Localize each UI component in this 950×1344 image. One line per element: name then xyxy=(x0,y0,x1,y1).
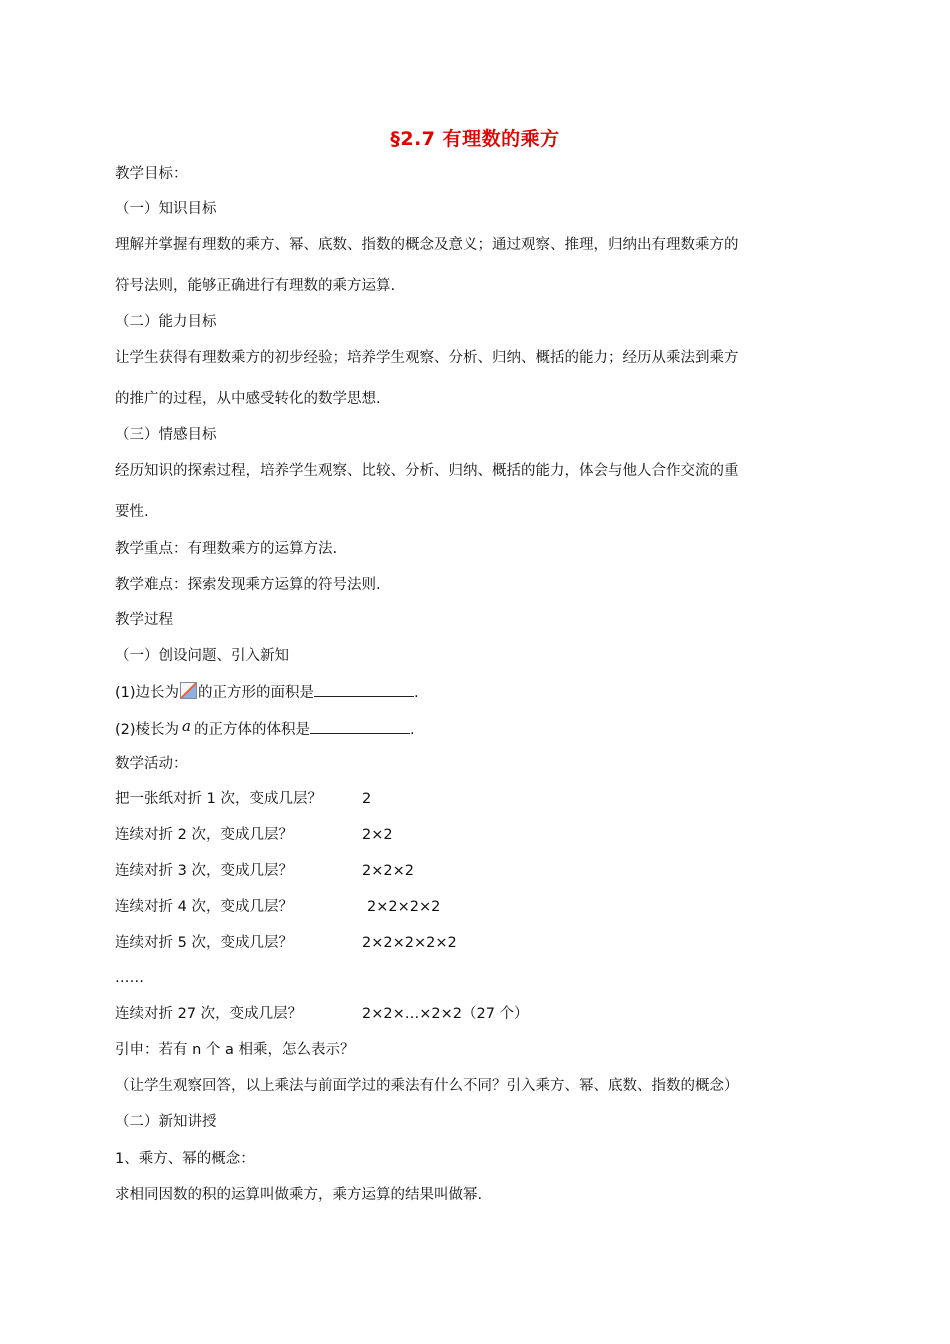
difficulty: 教学难点：探索发现乘方运算的符号法则. xyxy=(115,577,381,593)
answer-blank xyxy=(314,682,414,697)
concept-definition: 求相同因数的积的运算叫做乘方，乘方运算的结果叫做幂. xyxy=(115,1187,483,1203)
question-1-suffix: 的正方形的面积是 xyxy=(198,685,315,701)
page-title: §2.7 有理数的乘方 xyxy=(390,128,560,150)
key-point: 教学重点：有理数乘方的运算方法. xyxy=(115,541,338,557)
question-1 xyxy=(115,682,419,702)
emotion-heading: （三）情感目标 xyxy=(115,427,217,443)
intro-heading: （一）创设问题、引入新知 xyxy=(115,648,289,664)
fold-answer: 2×2×2 xyxy=(362,863,414,879)
activity-heading: 数学活动： xyxy=(115,756,188,772)
answer-blank xyxy=(310,719,410,734)
question-2-suffix: 的正方体的体积是 xyxy=(194,722,310,738)
emotion-text-1: 经历知识的探索过程，培养学生观察、比较、分析、归纳、概括的能力，体会与他人合作交流的重 xyxy=(115,463,739,479)
goals-heading: 教学目标： xyxy=(115,166,188,182)
knowledge-text-1: 理解并掌握有理数的乘方、幂、底数、指数的概念及意义；通过观察、推理，归纳出有理数乘方的 xyxy=(115,237,739,253)
fold-question-27: 连续对折 27 次，变成几层？ xyxy=(115,1006,303,1022)
fold-question: 连续对折 2 次，变成几层？ xyxy=(115,827,293,843)
fold-answer: 2×2 xyxy=(362,827,393,843)
extension-question: 引申：若有 n 个 a 相乘，怎么表示？ xyxy=(115,1042,355,1058)
knowledge-text-2: 符号法则，能够正确进行有理数的乘方运算. xyxy=(115,278,396,294)
ability-heading: （二）能力目标 xyxy=(115,314,217,330)
extension-note: （让学生观察回答，以上乘法与前面学过的乘法有什么不同？引入乘方、幂、底数、指数的概念） xyxy=(115,1078,739,1094)
blank-end: . xyxy=(414,685,419,701)
concept-heading: 1、乘方、幂的概念： xyxy=(115,1151,255,1167)
ability-text-1: 让学生获得有理数乘方的初步经验；培养学生观察、分析、归纳、概括的能力；经历从乘法到乘方 xyxy=(115,350,739,366)
fold-answer: 2 xyxy=(362,791,372,807)
question-1-prefix: (1)边长为 xyxy=(115,685,180,701)
fold-answer: 2×2×2×2×2 xyxy=(362,935,457,951)
blank-end: . xyxy=(410,722,415,738)
question-2-prefix: (2)棱长为 xyxy=(115,722,180,738)
question-2 xyxy=(115,719,415,739)
fold-answer-27: 2×2×…×2×2（27 个） xyxy=(362,1006,529,1022)
fold-question: 连续对折 3 次，变成几层？ xyxy=(115,863,293,879)
emotion-text-2: 要性. xyxy=(115,504,149,520)
process-heading: 教学过程 xyxy=(115,612,173,628)
fold-question: 连续对折 5 次，变成几层？ xyxy=(115,935,293,951)
ability-text-2: 的推广的过程，从中感受转化的数学思想. xyxy=(115,391,381,407)
variable-image-icon xyxy=(180,682,197,699)
knowledge-heading: （一）知识目标 xyxy=(115,201,217,217)
fold-question: 连续对折 4 次，变成几层？ xyxy=(115,899,293,915)
new-heading: （二）新知讲授 xyxy=(115,1114,217,1130)
ellipsis: …… xyxy=(115,970,144,986)
fold-question: 把一张纸对折 1 次，变成几层？ xyxy=(115,791,322,807)
fold-answer: 2×2×2×2 xyxy=(367,899,441,915)
variable-a: a xyxy=(182,717,191,735)
